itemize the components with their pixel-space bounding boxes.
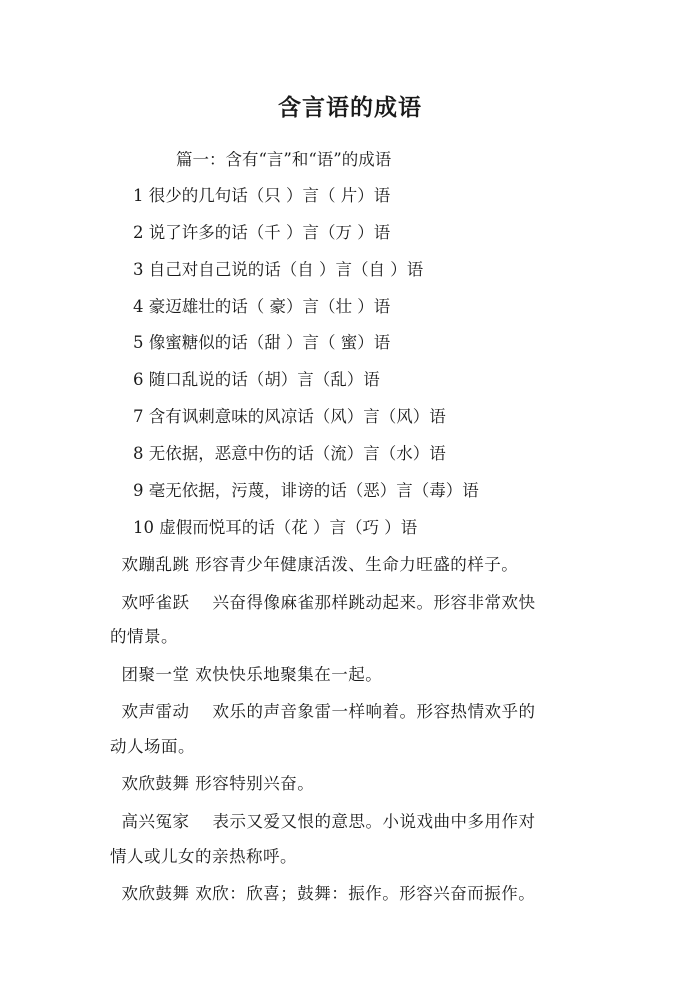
idiom-item: 5 像蜜糖似的话（甜 ）言（ 蜜）语 (133, 333, 391, 352)
idiom-item: 8 无依据，恶意中伤的话（流）言（水）语 (133, 444, 446, 463)
page-title: 含言语的成语 (278, 95, 422, 121)
idiom-paragraph-line: 的情景。 (110, 627, 178, 646)
idiom-paragraph-line: 团聚一堂 欢快快乐地聚集在一起。 (110, 665, 383, 684)
idiom-item: 7 含有讽刺意味的风凉话（风）言（风）语 (133, 407, 446, 426)
idiom-paragraph-line: 欢欣鼓舞 欢欣：欣喜；鼓舞：振作。形容兴奋而振作。 (110, 884, 536, 903)
idiom-paragraph-line: 欢蹦乱跳 形容青少年健康活泼、生命力旺盛的样子。 (110, 555, 519, 574)
idiom-item: 1 很少的几句话（只 ）言（ 片）语 (133, 186, 391, 205)
idiom-paragraph-line: 欢呼雀跃 兴奋得像麻雀那样跳动起来。形容非常欢快 (110, 593, 536, 612)
idiom-paragraph-line: 欢声雷动 欢乐的声音象雷一样响着。形容热情欢乎的 (110, 702, 536, 721)
idiom-paragraph-line: 高兴冤家 表示又爱又恨的意思。小说戏曲中多用作对 (110, 812, 536, 831)
idiom-item: 4 豪迈雄壮的话（ 豪）言（壮 ）语 (133, 297, 391, 316)
idiom-paragraph-line: 情人或儿女的亲热称呼。 (110, 847, 297, 866)
idiom-item: 2 说了许多的话（千 ）言（万 ）语 (133, 223, 391, 242)
idiom-paragraph-line: 动人场面。 (110, 737, 195, 756)
idiom-item: 3 自己对自己说的话（自 ）言（自 ）语 (133, 260, 424, 279)
idiom-item: 10 虚假而悦耳的话（花 ）言（巧 ）语 (133, 518, 418, 537)
section-subtitle: 篇一：含有“言”和“语”的成语 (176, 150, 392, 169)
idiom-item: 6 随口乱说的话（胡）言（乱）语 (133, 370, 380, 389)
idiom-paragraph-line: 欢欣鼓舞 形容特别兴奋。 (110, 774, 315, 793)
idiom-item: 9 毫无依据，污蔑，诽谤的话（恶）言（毒）语 (133, 481, 479, 500)
